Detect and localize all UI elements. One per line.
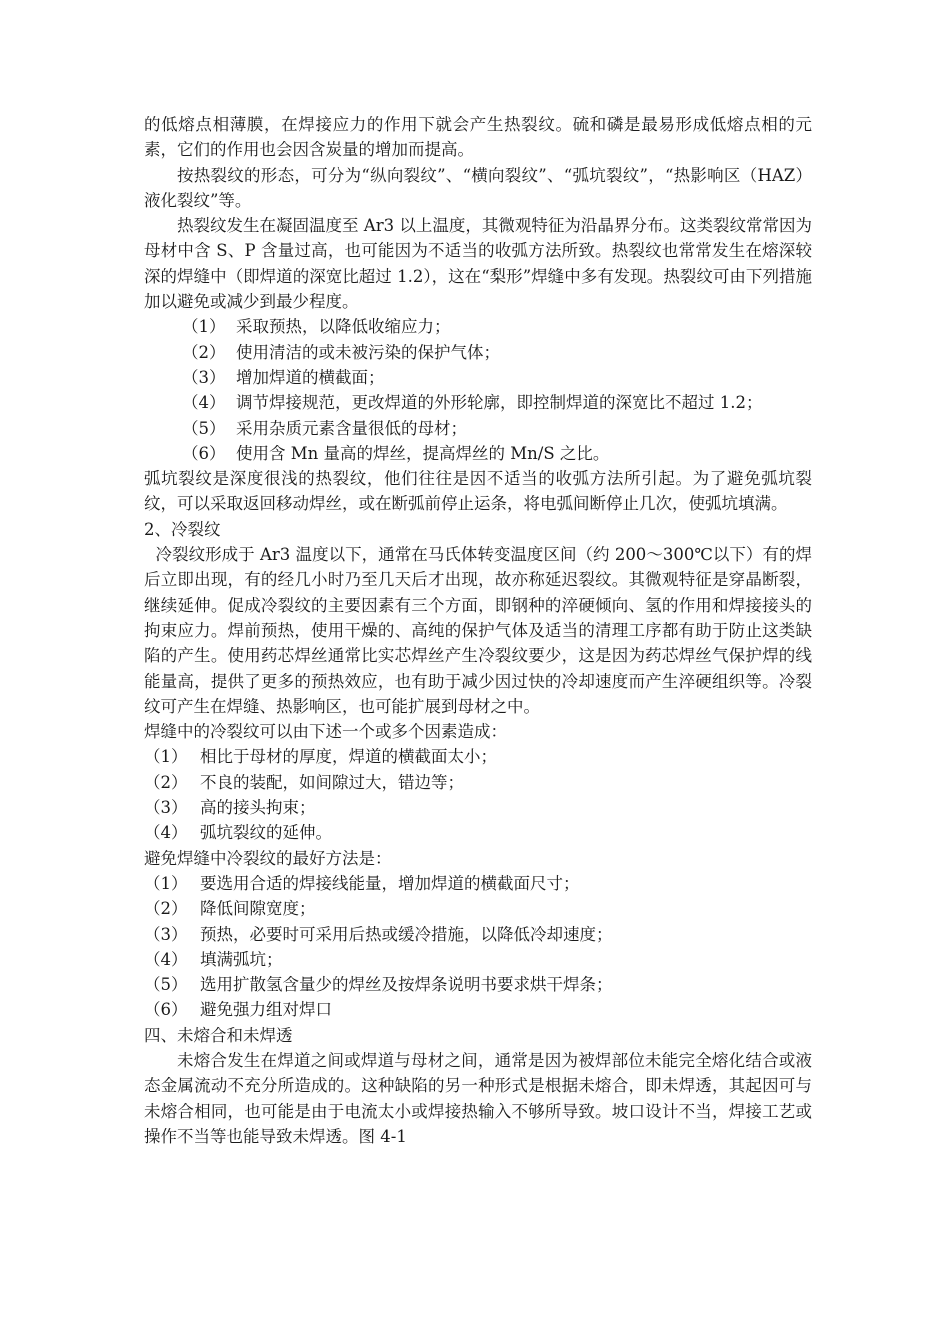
list-item-number: （3） — [144, 798, 188, 818]
list-item-text: 使用清洁的或未被污染的保护气体； — [236, 342, 500, 362]
list-item-number: （1） — [182, 317, 226, 337]
list-item-text: 调节焊接规范，更改焊道的外形轮廓，即控制焊道的深宽比不超过 1.2； — [236, 393, 763, 413]
document-page — [144, 112, 812, 1149]
list-item-number: （6） — [144, 1000, 188, 1020]
list-cold-crack-causes — [144, 744, 812, 845]
section-heading-cold-crack: 2、冷裂纹 — [144, 519, 221, 539]
list-item-text: 填满弧坑； — [200, 949, 283, 969]
list-item — [144, 365, 812, 390]
list-item-text: 采用杂质元素含量很低的母材； — [236, 418, 467, 438]
list-item — [144, 390, 812, 415]
list-item — [144, 416, 812, 441]
list-item-text: 使用含 Mn 量高的焊丝，提高焊丝的 Mn/S 之比。 — [236, 443, 610, 463]
list-item-number: （5） — [182, 418, 226, 438]
list-item — [144, 795, 812, 820]
list-cold-crack-avoid — [144, 871, 812, 1023]
list-item-number: （5） — [144, 975, 188, 995]
list-item-text: 降低间隙宽度； — [200, 899, 316, 919]
list-item-number: （2） — [144, 772, 188, 792]
list-item-text: 高的接头拘束； — [200, 798, 316, 818]
list-item — [144, 922, 812, 947]
list-item-number: （4） — [182, 393, 226, 413]
list-item-number: （1） — [144, 873, 188, 893]
list-item-text: 不良的装配，如间隙过大，错边等； — [200, 772, 464, 792]
paragraph-hot-crack-types: 按热裂纹的形态，可分为“纵向裂纹”、“横向裂纹”、“弧坑裂纹”，“热影响区（HAZ）液化裂纹”等。 — [144, 165, 812, 210]
list-item — [144, 340, 812, 365]
list-item-number: （2） — [182, 342, 226, 362]
list-item — [144, 997, 812, 1022]
paragraph-hot-crack-features: 热裂纹发生在凝固温度至 Ar3 以上温度，其微观特征为沿晶界分布。这类裂纹常常因为母材中含 S、P 含量过高，也可能因为不适当的收弧方法所致。热裂纹也常常发生在熔深较深的焊缝中（即焊道的深宽比超过 1.2），这在“梨形”焊缝中多有发现。热裂纹可由下列措施加以避免或减少到最少程度。 — [144, 216, 812, 312]
list-item-text: 预热，必要时可采用后热或缓冷措施，以降低冷却速度； — [200, 924, 613, 944]
list-item-text: 相比于母材的厚度，焊道的横截面太小； — [200, 747, 497, 767]
list-item-number: （3） — [182, 367, 226, 387]
list-item-text: 采取预热，以降低收缩应力； — [236, 317, 451, 337]
list-item — [144, 947, 812, 972]
list-item-number: （4） — [144, 949, 188, 969]
list-item — [144, 744, 812, 769]
paragraph-cold-crack-causes-intro: 焊缝中的冷裂纹可以由下述一个或多个因素造成： — [144, 722, 507, 742]
list-item-number: （6） — [182, 443, 226, 463]
list-item-text: 要选用合适的焊接线能量，增加焊道的横截面尺寸； — [200, 873, 580, 893]
list-item — [144, 820, 812, 845]
list-item — [144, 972, 812, 997]
paragraph-cold-crack-avoid-intro: 避免焊缝中冷裂纹的最好方法是： — [144, 848, 392, 868]
list-item — [144, 441, 812, 466]
list-item-number: （2） — [144, 899, 188, 919]
list-item-text: 弧坑裂纹的延伸。 — [200, 823, 332, 843]
paragraph-cold-crack: 冷裂纹形成于 Ar3 温度以下，通常在马氏体转变温度区间（约 200～300℃以下）有的焊后立即出现，有的经几小时乃至几天后才出现，故亦称延迟裂纹。其微观特征是穿晶断裂，继续延伸。促成冷裂纹的主要因素有三个方面，即钢种的淬硬倾向、氢的作用和焊接接头的拘束应力。焊前预热，使用干燥的、高纯的保护气体及适当的清理工序都有助于防止这类缺陷的产生。使用药芯焊丝通常比实芯焊丝产生冷裂纹要少，这是因为药芯焊丝气保护焊的线能量高，提供了更多的预热效应，也有助于减少因过快的冷却速度而产生淬硬组织等。冷裂纹可产生在焊缝、热影响区，也可能扩展到母材之中。 — [144, 545, 812, 716]
paragraph-hot-crack-cause: 的低熔点相薄膜，在焊接应力的作用下就会产生热裂纹。硫和磷是最易形成低熔点相的元素，它们的作用也会因含炭量的增加而提高。 — [144, 115, 812, 160]
list-hot-crack-measures — [144, 314, 812, 466]
section-heading-lack-of-fusion: 四、未熔合和未焊透 — [144, 1025, 293, 1045]
list-item-number: （1） — [144, 747, 188, 767]
list-item — [144, 896, 812, 921]
list-item — [144, 314, 812, 339]
list-item-text: 增加焊道的横截面； — [236, 367, 385, 387]
list-item — [144, 770, 812, 795]
list-item-number: （3） — [144, 924, 188, 944]
list-item-number: （4） — [144, 823, 188, 843]
paragraph-crater-crack: 弧坑裂纹是深度很浅的热裂纹，他们往往是因不适当的收弧方法所引起。为了避免弧坑裂纹，可以采取返回移动焊丝，或在断弧前停止运条，将电弧间断停止几次，使弧坑填满。 — [144, 469, 812, 514]
list-item — [144, 871, 812, 896]
list-item-text: 避免强力组对焊口 — [200, 1000, 332, 1020]
paragraph-lack-of-fusion: 未熔合发生在焊道之间或焊道与母材之间，通常是因为被焊部位未能完全熔化结合或液态金属流动不充分所造成的。这种缺陷的另一种形式是根据未熔合，即未焊透，其起因可与未熔合相同，也可能是由于电流太小或焊接热输入不够所导致。坡口设计不当，焊接工艺或操作不当等也能导致未焊透。图 4-1 — [144, 1050, 812, 1146]
list-item-text: 选用扩散氢含量少的焊丝及按焊条说明书要求烘干焊条； — [200, 975, 613, 995]
